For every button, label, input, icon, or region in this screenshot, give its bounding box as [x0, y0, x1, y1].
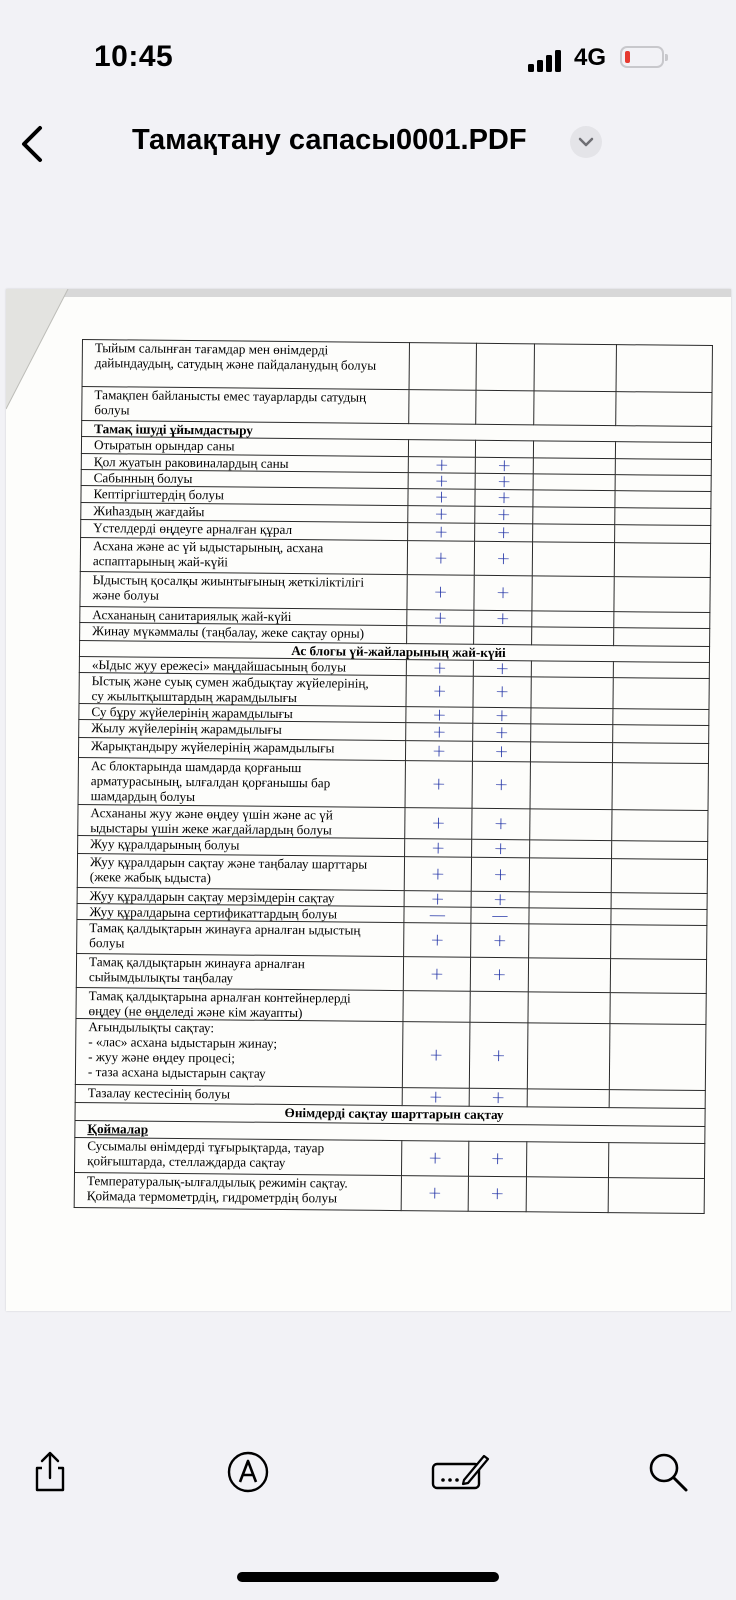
back-button[interactable]: [14, 124, 54, 164]
checklist-row: [74, 1172, 704, 1213]
empty-cell: [611, 925, 707, 960]
checklist-row: [78, 757, 708, 810]
empty-cell: [610, 959, 706, 994]
mark-cell: +: [408, 457, 475, 474]
mark-cell: +: [475, 523, 533, 542]
mark-cell: +: [473, 676, 531, 708]
criterion-text: Ас блоктарында шамдарда қорғаныш арматурасының, ылғалдан қорғанышы бар шамдардың болуы: [78, 757, 405, 807]
mark-cell: +: [473, 707, 531, 724]
empty-cell: [534, 391, 616, 426]
empty-cell: [613, 709, 709, 726]
empty-cell: [529, 924, 611, 959]
mark-cell: +: [475, 506, 533, 524]
empty-cell: [612, 743, 708, 764]
empty-cell: [614, 577, 710, 613]
mark-cell: +: [475, 473, 533, 490]
checklist-sheet: [74, 339, 712, 1214]
empty-cell: [615, 459, 711, 476]
criterion-text: Жуу құралдарына сертификаттардың болуы: [77, 903, 404, 922]
empty-cell: [533, 458, 615, 475]
criterion-text: Отыратын орындар саны: [81, 437, 408, 457]
criterion-text: Жуу құралдарының болуы: [78, 835, 405, 856]
mark-cell: +: [474, 541, 532, 576]
empty-cell: [533, 490, 615, 508]
section-title: Тамақ ішуді ұйымдастыру: [82, 421, 712, 443]
empty-cell: [534, 344, 616, 392]
empty-cell: [532, 627, 614, 646]
empty-cell: [532, 611, 614, 628]
empty-cell: [610, 993, 706, 1025]
empty-cell: [530, 742, 612, 763]
empty-cell: [616, 345, 712, 393]
mark-cell: +: [469, 1022, 528, 1089]
checklist-table: [74, 339, 713, 1214]
criterion-text: Жиһаздың жағдайы: [81, 502, 408, 522]
empty-cell: [532, 576, 614, 612]
paper-fold: [6, 289, 76, 419]
empty-cell: [530, 762, 612, 810]
mark-cell: +: [401, 1176, 468, 1212]
mark-cell: +: [474, 575, 532, 611]
empty-cell: [612, 841, 708, 860]
empty-cell: [615, 525, 711, 544]
document-page[interactable]: [6, 289, 731, 1311]
empty-cell: [608, 1178, 704, 1214]
mark-cell: +: [471, 891, 529, 908]
mark-cell: +: [408, 473, 475, 490]
empty-cell: [530, 840, 612, 859]
criterion-text: Жуу құралдарын сақтау мерзімдерін сақтау: [77, 887, 404, 906]
mark-cell: +: [470, 957, 528, 992]
empty-cell: [614, 612, 710, 629]
mark-cell: +: [403, 957, 470, 992]
mark-cell: +: [404, 923, 471, 958]
bottom-toolbar: [0, 1430, 736, 1510]
criterion-text: Тазалау кестесінің болуы: [75, 1084, 402, 1105]
empty-cell: [609, 1024, 706, 1091]
chevron-left-icon: [14, 124, 54, 164]
criterion-text: Жинау мүкәммалы (таңбалау, жеке сақтау орны): [80, 622, 407, 643]
mark-cell: +: [408, 489, 475, 507]
empty-cell: [529, 858, 611, 893]
criterion-text: Жылу жүйелерінің жарамдылығы: [79, 719, 406, 740]
criterion-text: Сусымалы өнімдерді тұғырықтарда, тауар қойғыштарда, стеллаждарда сақтау: [74, 1137, 401, 1175]
checklist-row: [82, 340, 712, 393]
empty-cell: [531, 708, 613, 725]
signature-button[interactable]: [430, 1450, 490, 1494]
mark-cell: +: [473, 660, 531, 677]
empty-cell: [533, 474, 615, 491]
empty-cell: [611, 893, 707, 910]
mark-cell: —: [471, 907, 529, 924]
empty-cell: [608, 1143, 704, 1179]
empty-cell: [613, 678, 709, 710]
mark-cell: +: [468, 1176, 526, 1212]
chevron-down-icon: [570, 126, 602, 158]
mark-cell: +: [406, 723, 473, 742]
markup-icon: [226, 1450, 270, 1494]
mark-cell: +: [405, 808, 472, 840]
empty-cell: [612, 763, 708, 811]
mark-cell: +: [471, 923, 529, 958]
criterion-text: Жуу құралдарын сақтау және таңбалау шарттары (жеке жабық ыдыста): [77, 853, 404, 890]
markup-button[interactable]: [226, 1450, 270, 1494]
empty-cell: [531, 677, 613, 709]
empty-cell: [531, 661, 613, 678]
criterion-text: Асхана және ас үй ыдыстарының, асхана аспаптарының жай-күйі: [80, 537, 407, 574]
criterion-text: Ыстық және суық сумен жабдықтау жүйелерінің, су жылытқыштардың жарамдылығы: [79, 672, 406, 706]
criterion-text: Тамақ қалдықтарын жинауға арналған сыйымдылықты таңбалау: [76, 953, 403, 990]
mark-cell: +: [405, 741, 472, 762]
mark-cell: +: [401, 1141, 468, 1177]
empty-cell: [532, 542, 614, 577]
mark-cell: [474, 626, 532, 645]
empty-cell: [609, 1090, 705, 1109]
share-button[interactable]: [28, 1450, 72, 1494]
empty-cell: [616, 392, 712, 427]
empty-cell: [530, 809, 612, 841]
document-title[interactable]: Тамақтану сапасы0001.PDF: [132, 124, 527, 156]
mark-cell: [407, 626, 474, 645]
mark-cell: +: [473, 723, 531, 742]
criterion-text: Асхананың санитариялық жай-күйі: [80, 606, 407, 625]
mark-cell: +: [406, 707, 473, 724]
mark-cell: +: [468, 1141, 526, 1177]
empty-cell: [611, 909, 707, 926]
mark-cell: +: [407, 610, 474, 627]
empty-cell: [611, 859, 707, 894]
mark-cell: +: [404, 891, 471, 908]
empty-cell: [614, 628, 710, 647]
battery-icon: [620, 46, 664, 68]
mark-cell: +: [472, 761, 530, 809]
empty-cell: [615, 442, 711, 460]
status-time: 10:45: [94, 40, 174, 73]
scan-edge: [6, 289, 731, 297]
mark-cell: [476, 343, 534, 391]
empty-cell: [614, 543, 710, 578]
mark-cell: +: [406, 660, 473, 677]
mark-cell: +: [475, 457, 533, 474]
criterion-text: Тамақ қалдықтарына арналған контейнерлерді өңдеу (не өңделеді және кім жауапты): [76, 987, 403, 1021]
empty-cell: [529, 908, 611, 925]
empty-cell: [613, 725, 709, 744]
criterion-text: Ыдыстың қосалқы жиынтығының жеткіліктілігі және болуы: [80, 571, 407, 609]
checklist-row: [80, 571, 710, 612]
mark-cell: +: [408, 523, 475, 542]
empty-cell: [533, 441, 615, 459]
mark-cell: —: [404, 907, 471, 924]
checklist-row: [74, 1137, 704, 1178]
mark-cell: +: [472, 808, 530, 840]
mark-cell: +: [474, 610, 532, 627]
section-title: Ас блогы үй-жайларының жай-күйі: [79, 640, 709, 662]
mark-cell: +: [407, 541, 474, 576]
criterion-text: Жарықтандыру жүйелерінің жарамдылығы: [78, 737, 405, 760]
empty-cell: [612, 810, 708, 842]
empty-cell: [615, 491, 711, 509]
mark-cell: [409, 390, 476, 425]
criterion-text: Тамақпен байланысты емес тауарларды сатудың болуы: [82, 387, 409, 424]
status-bar: [0, 0, 736, 110]
empty-cell: [526, 1177, 608, 1213]
nav-bar: [0, 110, 736, 180]
mark-cell: +: [472, 839, 530, 858]
mark-cell: [470, 991, 528, 1023]
criterion-text: Асхананы жуу және өңдеу үшін және ас үй ыдыстары үшін жеке жағдайлардың болуы: [78, 804, 405, 838]
criterion-text: Сабынның болуы: [81, 469, 408, 488]
mark-cell: +: [402, 1088, 469, 1107]
empty-cell: [527, 1023, 610, 1090]
mark-cell: +: [471, 857, 529, 892]
mark-cell: +: [405, 839, 472, 858]
empty-cell: [529, 892, 611, 909]
empty-cell: [615, 475, 711, 492]
search-icon: [646, 1450, 690, 1494]
empty-cell: [615, 508, 711, 526]
empty-cell: [533, 524, 615, 543]
empty-cell: [613, 662, 709, 679]
mark-cell: +: [404, 857, 471, 892]
criterion-text: Үстелдерді өңдеуге арналған құрал: [81, 519, 408, 540]
checklist-row: [75, 1018, 706, 1090]
mark-cell: +: [472, 741, 530, 762]
search-button[interactable]: [646, 1450, 690, 1494]
signature-icon: [430, 1450, 490, 1494]
empty-cell: [527, 1089, 609, 1108]
mark-cell: [476, 390, 534, 425]
mark-cell: +: [405, 761, 472, 809]
mark-cell: +: [469, 1088, 527, 1107]
section-title: Өнімдерді сақтау шарттарын сақтау: [75, 1102, 705, 1126]
empty-cell: [531, 724, 613, 743]
mark-cell: +: [408, 506, 475, 524]
cellular-signal-icon: [528, 50, 564, 72]
criterion-text: Температуралық-ылғалдылық режимін сақтау. Қоймада термометрдің, гидрометрдің болуы: [74, 1172, 401, 1210]
mark-cell: +: [406, 676, 473, 708]
title-menu-button[interactable]: [570, 126, 602, 158]
criterion-text: Тамақ қалдықтарын жинауға арналған ыдыстың болуы: [77, 919, 404, 956]
empty-cell: [528, 958, 610, 993]
criterion-text: Кептіргіштердің болуы: [81, 485, 408, 505]
share-icon: [28, 1450, 72, 1494]
criterion-text: Қол жуатын раковиналардың саны: [81, 453, 408, 472]
criterion-text: Ағындылықты сақтау: - «лас» асхана ыдыстарын жинау; - жуу және өңдеу процесі; - таза асхана ыдыстарын сақтау: [75, 1018, 403, 1087]
section-title: Қоймалар: [75, 1120, 705, 1143]
mark-cell: [403, 991, 470, 1023]
empty-cell: [526, 1142, 608, 1178]
criterion-text: Су бұру жүйелерінің жарамдылығы: [79, 703, 406, 722]
network-type: 4G: [574, 44, 607, 71]
mark-cell: +: [475, 489, 533, 507]
mark-cell: +: [407, 575, 474, 611]
home-indicator[interactable]: [237, 1572, 499, 1582]
criterion-text: Тыйым салынған тағамдар мен өнімдерді дайындаудың, сатудың және пайдаланудың болуы: [82, 340, 409, 390]
mark-cell: [409, 343, 476, 391]
mark-cell: +: [402, 1022, 470, 1089]
empty-cell: [528, 992, 610, 1024]
empty-cell: [533, 507, 615, 525]
criterion-text: «Ыдыс жуу ережесі» маңдайшасының болуы: [79, 656, 406, 675]
